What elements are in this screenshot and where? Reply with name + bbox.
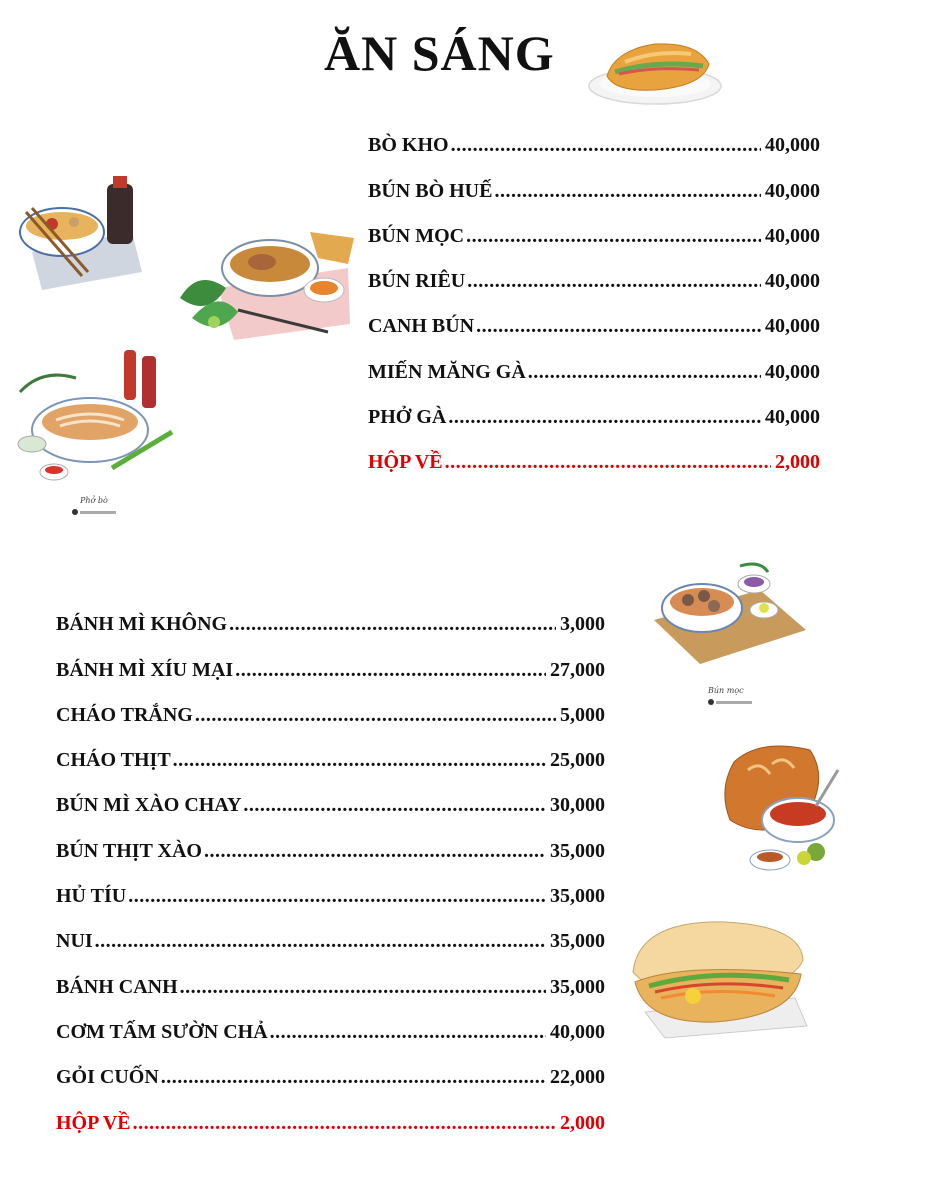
- top-menu-item: [368, 112, 820, 157]
- menu-item-name: CHÁO TRẮNG: [56, 703, 193, 726]
- bottom-menu-item: [56, 772, 605, 817]
- menu-item-price: 2,000: [560, 1111, 605, 1134]
- menu-item-price: 5,000: [560, 703, 605, 726]
- top-menu-item: [368, 384, 820, 429]
- dot-leader: [133, 1112, 556, 1135]
- dot-leader: [448, 406, 761, 429]
- dot-leader: [270, 1021, 546, 1044]
- bottom-menu-item: [56, 636, 605, 681]
- top-menu-item: [368, 293, 820, 338]
- dot-leader: [229, 613, 556, 636]
- menu-item-name: PHỞ GÀ: [368, 406, 447, 429]
- menu-item-price: 3,000: [560, 613, 605, 636]
- dot-leader: [235, 659, 546, 682]
- menu-item-name: BÒ KHO: [368, 134, 449, 157]
- menu-item-price: 30,000: [550, 794, 605, 817]
- bottom-menu-item: [56, 863, 605, 908]
- dot-leader: [243, 794, 546, 817]
- dot-leader: [180, 976, 546, 999]
- menu-item-name: BÚN THỊT XÀO: [56, 839, 202, 862]
- menu-item-price: 40,000: [765, 179, 820, 202]
- dot-leader: [161, 1066, 546, 1089]
- bottom-menu-item: [56, 1044, 605, 1089]
- top-menu-item: [368, 157, 820, 202]
- banh-mi-soup-icon: [720, 740, 845, 882]
- top-menu-item: [368, 338, 820, 383]
- bottom-menu-item: [56, 682, 605, 727]
- menu-item-name: BÁNH CANH: [56, 975, 178, 998]
- menu-item-name: HỦ TÍU: [56, 885, 127, 908]
- bun-moc-caption: Bún mọc: [708, 686, 744, 695]
- dot-leader: [173, 749, 546, 772]
- menu-item-price: 27,000: [550, 658, 605, 681]
- dot-leader: [494, 180, 761, 203]
- menu-item-price: 40,000: [765, 134, 820, 157]
- menu-item-name: BÁNH MÌ KHÔNG: [56, 613, 228, 636]
- menu-item-name: MIẾN MĂNG GÀ: [368, 360, 526, 383]
- facebook-icon: [708, 699, 752, 706]
- menu-item-price: 40,000: [765, 406, 820, 429]
- menu-item-price: 22,000: [550, 1066, 605, 1089]
- menu-item-price: 35,000: [550, 930, 605, 953]
- dot-leader: [451, 134, 761, 157]
- dot-leader: [476, 315, 761, 338]
- top-menu-item: [368, 429, 820, 474]
- menu-item-name: CƠM TẤM SƯỜN CHẢ: [56, 1020, 268, 1043]
- bottom-menu-list: [56, 591, 605, 1135]
- menu-item-price: 35,000: [550, 975, 605, 998]
- menu-item-name: HỘP VỀ: [56, 1111, 131, 1134]
- noodle-bowl-icon: [178, 228, 360, 348]
- dot-leader: [528, 361, 761, 384]
- menu-item-price: 40,000: [765, 224, 820, 247]
- menu-item-name: CHÁO THỊT: [56, 749, 171, 772]
- dot-leader: [95, 930, 546, 953]
- noodle-bowl-icon: [12, 172, 147, 292]
- dot-leader: [467, 270, 761, 293]
- menu-item-name: BÁNH MÌ XÍU MẠI: [56, 658, 234, 681]
- menu-item-name: BÚN BÒ HUẾ: [368, 179, 493, 202]
- menu-item-price: 35,000: [550, 839, 605, 862]
- banh-mi-icon: [625, 912, 810, 1042]
- menu-item-price: 2,000: [775, 451, 820, 474]
- menu-item-name: CANH BÚN: [368, 315, 475, 338]
- menu-item-name: BÚN RIÊU: [368, 270, 466, 293]
- dot-leader: [195, 704, 556, 727]
- pho-caption: Phở bò: [80, 496, 108, 505]
- top-menu-list: [368, 112, 820, 474]
- menu-item-price: 40,000: [765, 360, 820, 383]
- menu-item-name: HỘP VỀ: [368, 451, 443, 474]
- menu-item-price: 40,000: [765, 270, 820, 293]
- menu-item-price: 40,000: [550, 1020, 605, 1043]
- menu-item-name: BÚN MÌ XÀO CHAY: [56, 794, 242, 817]
- facebook-icon: [72, 509, 116, 516]
- dot-leader: [128, 885, 546, 908]
- bottom-menu-item: [56, 817, 605, 862]
- top-menu-item: [368, 248, 820, 293]
- dot-leader: [204, 840, 546, 863]
- page-title: ĂN SÁNG: [324, 25, 555, 81]
- menu-item-price: 25,000: [550, 749, 605, 772]
- bottom-menu-item: [56, 591, 605, 636]
- menu-item-name: NUI: [56, 930, 93, 953]
- bottom-menu-item: [56, 1089, 605, 1134]
- bottom-menu-item: [56, 727, 605, 772]
- dot-leader: [466, 225, 761, 248]
- menu-item-name: BÚN MỌC: [368, 224, 465, 247]
- noodle-bowl-icon: [650, 560, 810, 668]
- bottom-menu-item: [56, 999, 605, 1044]
- top-menu-item: [368, 203, 820, 248]
- menu-item-name: GỎI CUỐN: [56, 1066, 159, 1089]
- banh-mi-plate-icon: [585, 36, 735, 108]
- bottom-menu-item: [56, 953, 605, 998]
- menu-item-price: 40,000: [765, 315, 820, 338]
- dot-leader: [445, 451, 771, 474]
- bottom-menu-item: [56, 908, 605, 953]
- noodle-bowl-icon: [12, 348, 177, 486]
- menu-item-price: 35,000: [550, 885, 605, 908]
